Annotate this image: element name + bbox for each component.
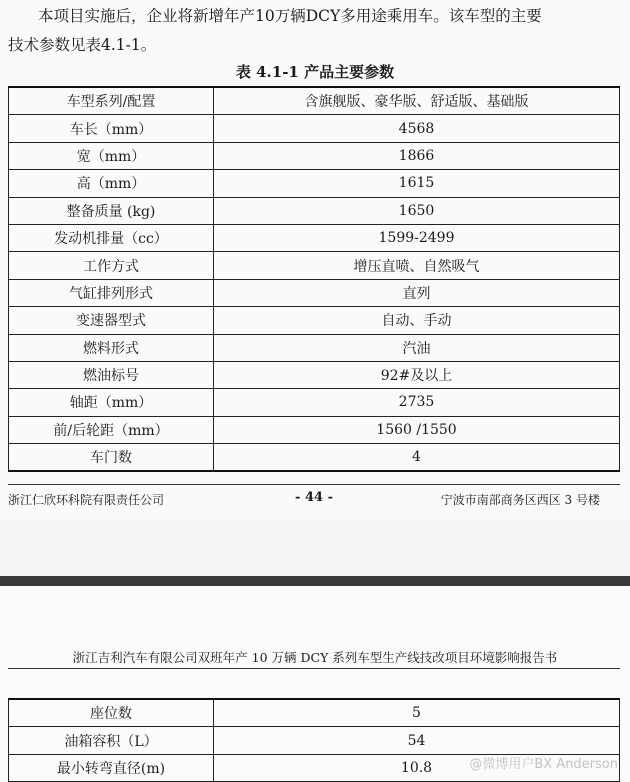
param-value: 自动、手动 — [214, 307, 620, 334]
table-row — [9, 334, 620, 361]
footer-address: 宁波市南部商务区西区 3 号楼 — [440, 493, 600, 507]
table-row — [9, 115, 620, 142]
table-row — [9, 699, 620, 727]
param-value: 汽油 — [214, 334, 620, 361]
param-label: 宽（mm） — [9, 142, 214, 169]
param-value: 1599-2499 — [214, 224, 620, 251]
param-value: 10.8 — [214, 754, 620, 781]
param-value: 2735 — [214, 389, 620, 416]
table-row — [9, 252, 620, 279]
param-label: 轴距（mm） — [9, 389, 214, 416]
table-row — [9, 416, 620, 443]
table-row — [9, 444, 620, 472]
param-label: 变速器型式 — [9, 307, 214, 334]
table-row — [9, 197, 620, 224]
table-row — [9, 389, 620, 416]
table-row — [9, 361, 620, 388]
param-label: 座位数 — [9, 699, 214, 727]
param-value: 1650 — [214, 197, 620, 224]
weibo-watermark: @微博用户BX Anderson — [469, 757, 618, 772]
table-row — [9, 727, 620, 754]
intro-paragraph — [8, 2, 618, 60]
param-value: 92#及以上 — [214, 361, 620, 388]
page-number: - 44 - — [295, 490, 333, 505]
param-value: 增压直喷、自然吸气 — [214, 252, 620, 279]
param-label: 燃料形式 — [9, 334, 214, 361]
param-value: 54 — [214, 727, 620, 754]
intro-line-2: 技术参数见表4.1-1。 — [8, 36, 157, 54]
param-label: 车长（mm） — [9, 115, 214, 142]
page-margin — [0, 520, 630, 576]
param-value: 4 — [214, 444, 620, 472]
intro-line-1: 本项目实施后，企业将新增年产10万辆DCY多用途乘用车。该车型的主要 — [38, 7, 542, 25]
table-row — [9, 279, 620, 306]
table-row — [9, 170, 620, 197]
param-value: 直列 — [214, 279, 620, 306]
document-page-45 — [0, 586, 630, 780]
param-label: 最小转弯直径(m) — [9, 754, 214, 781]
param-label: 整备质量 (kg) — [9, 197, 214, 224]
param-value: 4568 — [214, 115, 620, 142]
param-label: 油箱容积（L） — [9, 727, 214, 754]
param-label: 高（mm） — [9, 170, 214, 197]
param-value: 5 — [214, 699, 620, 727]
table-row — [9, 307, 620, 334]
param-value: 含旗舰版、豪华版、舒适版、基础版 — [214, 87, 620, 115]
table-row — [9, 87, 620, 115]
page-footer — [8, 489, 620, 511]
param-label: 气缸排列形式 — [9, 279, 214, 306]
param-label: 燃油标号 — [9, 361, 214, 388]
param-label: 车门数 — [9, 444, 214, 472]
param-value: 1615 — [214, 170, 620, 197]
param-label: 发动机排量（cc） — [9, 224, 214, 251]
param-label: 前/后轮距（mm） — [9, 416, 214, 443]
param-label: 工作方式 — [9, 252, 214, 279]
product-parameters-table — [8, 86, 620, 472]
table-row — [9, 142, 620, 169]
table-caption: 表 4.1-1 产品主要参数 — [235, 63, 395, 81]
footer-company: 浙江仁欣环科院有限责任公司 — [8, 493, 165, 507]
param-value: 1866 — [214, 142, 620, 169]
param-label: 车型系列/配置 — [9, 87, 214, 115]
page-separator — [0, 576, 630, 586]
footer-rule — [8, 484, 620, 485]
header-rule — [8, 668, 620, 669]
param-value: 1560 /1550 — [214, 416, 620, 443]
table-row — [9, 224, 620, 251]
page-header: 浙江吉利汽车有限公司双班年产 10 万辆 DCY 系列车型生产线技改项目环境影响报告书 — [72, 650, 558, 665]
